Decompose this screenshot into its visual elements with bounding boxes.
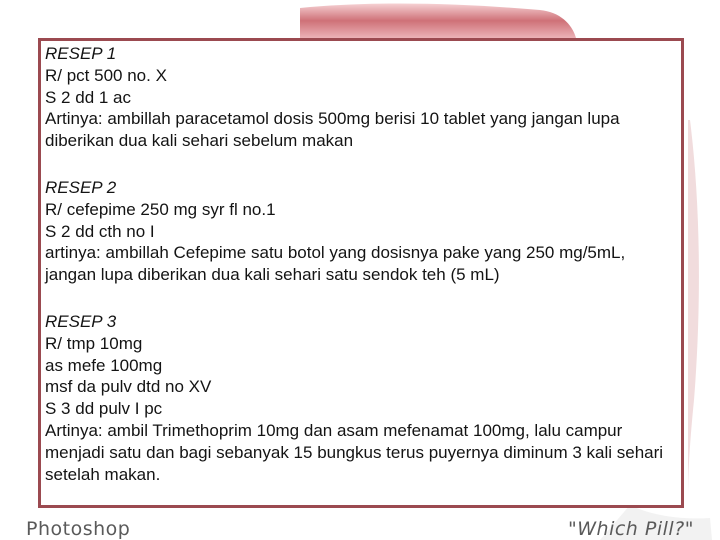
recipe-line: as mefe 100mg <box>45 355 163 375</box>
recipe-line: R/ pct 500 no. X <box>45 65 167 85</box>
recipe-line: S 2 dd cth no I <box>45 221 155 241</box>
recipe-line: msf da pulv dtd no XV <box>45 377 212 397</box>
recipe-line: S 2 dd 1 ac <box>45 87 132 107</box>
recipe-title: RESEP 3 <box>45 311 117 331</box>
prescription-slide <box>38 38 684 508</box>
recipe-meaning: Artinya: ambil Trimethoprim 10mg dan asam mefenamat 100mg, lalu campur menjadi satu dan bagi sebanyak 15 bungkus terus puyernya diminum 3 kali sehari setelah makan. <box>45 420 664 484</box>
recipe-1 <box>45 43 681 152</box>
recipe-title: RESEP 2 <box>45 177 117 197</box>
which-pill-caption: "Which Pill?" <box>568 518 694 540</box>
photoshop-caption: Photoshop <box>26 518 131 540</box>
recipe-line: S 3 dd pulv I pc <box>45 399 163 419</box>
recipe-2 <box>45 177 681 286</box>
recipe-title: RESEP 1 <box>45 44 117 63</box>
recipe-line: R/ tmp 10mg <box>45 333 143 353</box>
recipe-3 <box>45 311 681 485</box>
recipe-meaning: Artinya: ambillah paracetamol dosis 500mg berisi 10 tablet yang jangan lupa diberikan dua kali sehari sebelum makan <box>45 109 620 151</box>
recipe-meaning: artinya: ambillah Cefepime satu botol yang dosisnya pake yang 250 mg/5mL, jangan lupa diberikan dua kali sehari satu sendok teh (5 mL) <box>45 243 626 285</box>
recipe-line: R/ cefepime 250 mg syr fl no.1 <box>45 199 276 219</box>
